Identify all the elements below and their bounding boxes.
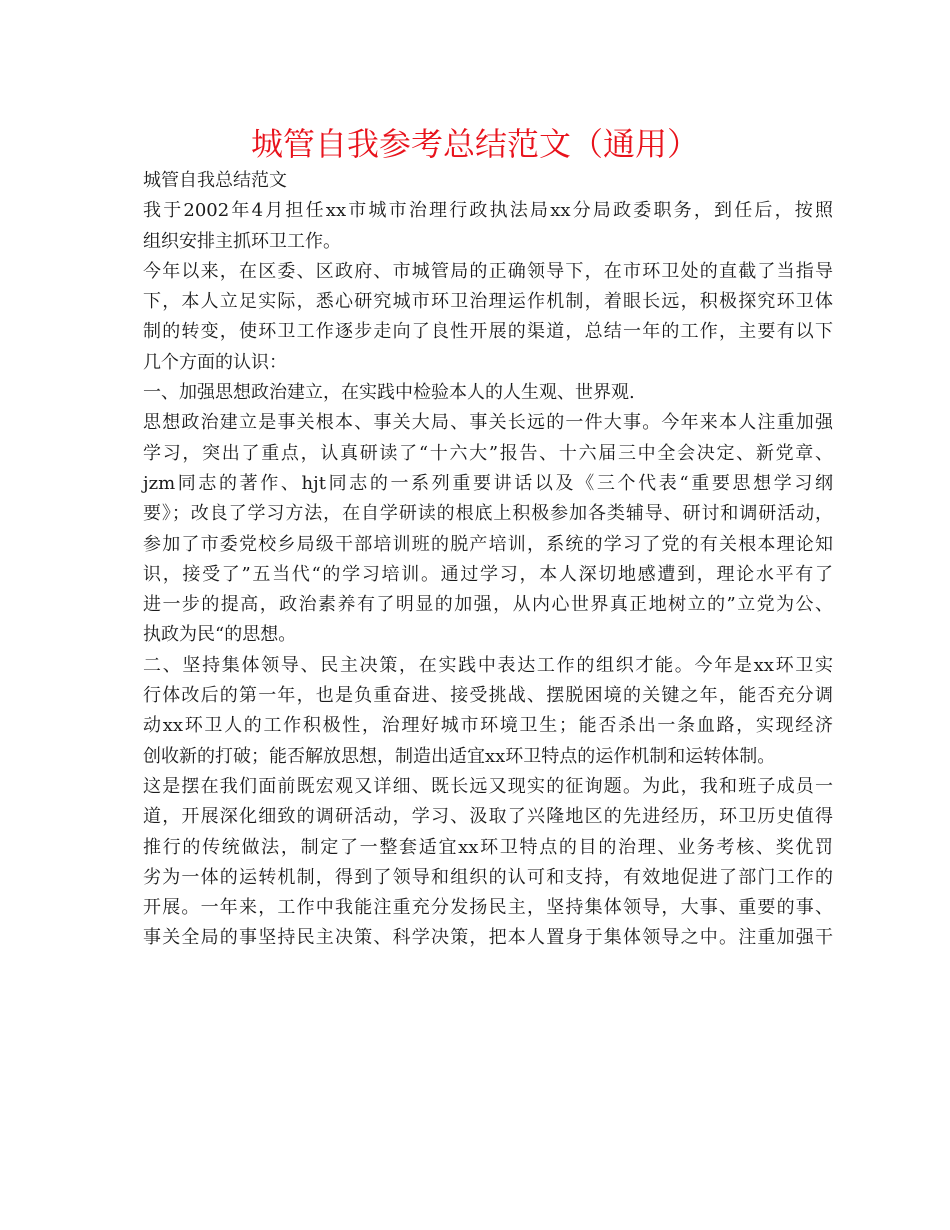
text-line: 进一步的提高，政治素养有了明显的加强，从内心世界真正地树立的”立党为公、 [143,594,833,616]
text-line: 组织安排主抓环卫工作。 [143,230,341,252]
document-body [143,166,833,954]
text-line: 事关全局的事坚持民主决策、科学决策，把本人置身于集体领导之中。注重加强干 [143,927,833,949]
text-line: 行体改后的第一年，也是负重奋进、接受挑战、摆脱困境的关键之年，能否充分调 [143,685,833,707]
text-line: 劣为一体的运转机制，得到了领导和组织的认可和支持，有效地促进了部门工作的 [143,866,833,888]
text-line: 要》；改良了学习方法，在自学研读的根底上积极参加各类辅导、研讨和调研活动， [143,503,833,525]
text-line: 一、加强思想政治建立，在实践中检验本人的人生观、世界观. [143,382,635,404]
text-line: 识，接受了”五当代“的学习培训。通过学习，本人深切地感遭到，理论水平有了 [143,563,833,585]
text-line: 执政为民“的思想。 [143,624,297,646]
text-line: 二、坚持集体领导、民主决策，在实践中表达工作的组织才能。今年是xx环卫实 [143,654,833,676]
document-title: 城管自我参考总结范文（通用） [250,125,699,163]
text-line: 道，开展深化细致的调研活动，学习、汲取了兴隆地区的先进经历，环卫历史值得 [143,806,833,828]
text-line: 开展。一年来，工作中我能注重充分发扬民主，坚持集体领导，大事、重要的事、 [143,897,833,919]
text-line: 我于2002年4月担任xx市城市治理行政执法局xx分局政委职务，到任后，按照 [143,200,833,222]
text-line: jzm同志的著作、hjt同志的一系列重要讲话以及《三个代表“重要思想学习纲 [143,472,833,494]
text-line: 城管自我总结范文 [143,170,287,191]
text-line: 下，本人立足实际，悉心研究城市环卫治理运作机制，着眼长远，积极探究环卫体 [143,291,833,313]
text-line: 参加了市委党校乡局级干部培训班的脱产培训，系统的学习了党的有关根本理论知 [143,533,833,555]
text-line: 推行的传统做法，制定了一整套适宜xx环卫特点的目的治理、业务考核、奖优罚 [143,836,833,858]
text-line: 制的转变，使环卫工作逐步走向了良性开展的渠道，总结一年的工作，主要有以下 [143,321,833,343]
text-line: 今年以来，在区委、区政府、市城管局的正确领导下，在市环卫处的直截了当指导 [143,260,833,282]
text-line: 这是摆在我们面前既宏观又详细、既长远又现实的征询题。为此，我和班子成员一 [143,775,833,797]
text-line: 思想政治建立是事关根本、事关大局、事关长远的一件大事。今年来本人注重加强 [143,412,833,434]
text-line: 学习，突出了重点，认真研读了“十六大”报告、十六届三中全会决定、新党章、 [143,442,833,464]
text-line: 几个方面的认识： [143,351,287,373]
text-line: 动xx环卫人的工作积极性，治理好城市环境卫生；能否杀出一条血路，实现经济 [143,715,833,737]
text-line: 创收新的打破；能否解放思想，制造出适宜xx环卫特点的运作机制和运转体制。 [143,745,776,767]
